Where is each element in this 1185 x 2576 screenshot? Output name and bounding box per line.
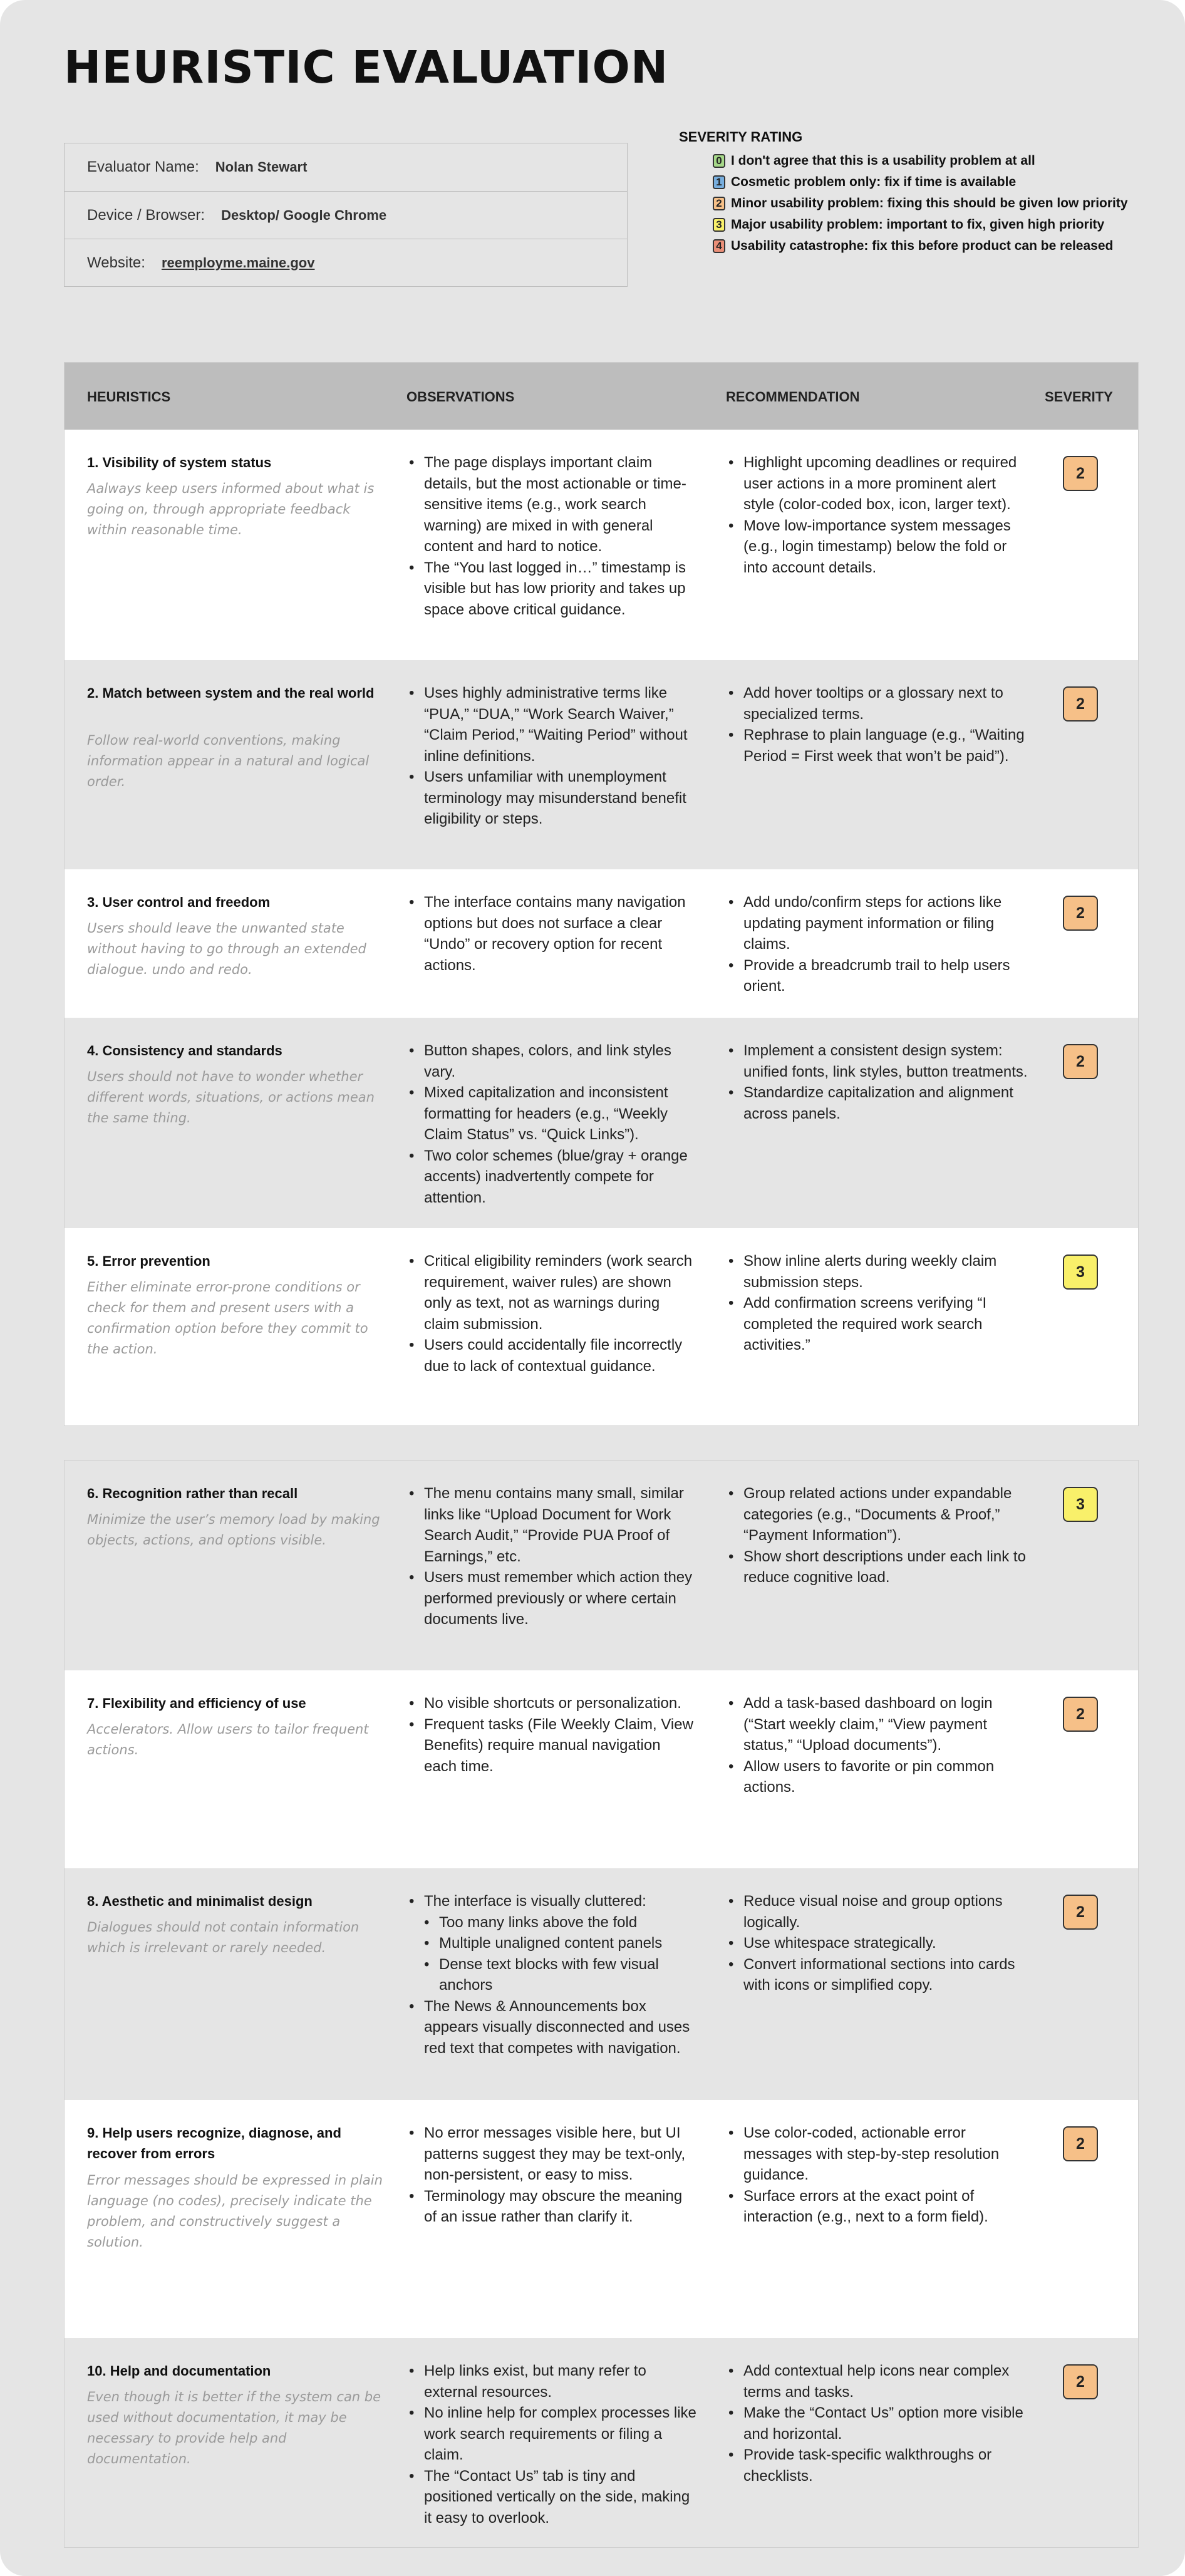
recommendation-item: • Standardize capitalization and alignment across panels. xyxy=(728,1082,1029,1124)
evaluation-table-panel-2 xyxy=(64,1460,1139,2548)
observation-item xyxy=(409,1891,697,1996)
recommendation-item: • Add undo/confirm steps for actions like updating payment information or filing claims. xyxy=(728,892,1029,955)
severity-key-item xyxy=(713,235,1155,257)
recommendation-item: • Rephrase to plain language (e.g., “Waiting Period = First week that won’t be paid”). xyxy=(728,725,1029,767)
evaluator-info-box xyxy=(64,143,628,287)
observation-item: • Critical eligibility reminders (work search requirement, waiver rules) are shown only as text, not as warnings during claim submission. xyxy=(409,1251,697,1335)
heuristic-description: Error messages should be expressed in plain language (no codes), precisely indicate the problem, and constructively suggest a solution. xyxy=(87,2173,383,2250)
severity-key-text: Minor usability problem: fixing this should be given low priority xyxy=(731,196,1128,210)
table-row xyxy=(65,1018,1138,1228)
heuristic-description: Accelerators. Allow users to tailor frequent actions. xyxy=(87,1722,369,1757)
table-row xyxy=(65,1868,1138,2100)
website-link[interactable]: reemployme.maine.gov xyxy=(161,254,315,271)
recommendations-list xyxy=(728,683,1029,767)
recommendation-item: • Show short descriptions under each link to reduce cognitive load. xyxy=(728,1546,1029,1588)
recommendation-item: • Provide a breadcrumb trail to help users orient. xyxy=(728,955,1029,997)
observation-item: • The “Contact Us” tab is tiny and positioned vertically on the side, making it easy to overlook. xyxy=(409,2466,697,2529)
observations-list xyxy=(409,1040,697,1208)
observation-item: • Mixed capitalization and inconsistent formatting for headers (e.g., “Weekly Claim Status” vs. “Quick Links”). xyxy=(409,1082,697,1146)
recommendation-item: • Implement a consistent design system: unified fonts, link styles, button treatments. xyxy=(728,1040,1029,1082)
heuristic-description: Dialogues should not contain information which is irrelevant or rarely needed. xyxy=(87,1920,360,1955)
severity-key-item xyxy=(713,150,1155,172)
observation-item: • No error messages visible here, but UI patterns suggest they may be text-only, non-persistent, or easy to miss. xyxy=(409,2123,697,2186)
severity-key-number: 2 xyxy=(713,197,725,210)
recommendation-item: • Move low-importance system messages (e.g., login timestamp) below the fold or into account details. xyxy=(728,515,1029,579)
recommendation-item: • Convert informational sections into cards with icons or simplified copy. xyxy=(728,1954,1029,1996)
severity-badge: 2 xyxy=(1063,896,1098,931)
recommendation-item: • Surface errors at the exact point of interaction (e.g., next to a form field). xyxy=(728,2186,1029,2228)
observation-item: • The interface contains many navigation options but does not surface a clear “Undo” or recovery option for recent actions. xyxy=(409,892,697,976)
table-row xyxy=(65,2100,1138,2338)
severity-key-text: Usability catastrophe: fix this before product can be released xyxy=(731,239,1114,253)
observations-list xyxy=(409,1483,697,1630)
observation-item: • Frequent tasks (File Weekly Claim, View Benefits) require manual navigation each time. xyxy=(409,1714,697,1777)
severity-badge: 2 xyxy=(1063,1044,1098,1079)
recommendation-item: • Allow users to favorite or pin common actions. xyxy=(728,1756,1029,1798)
observations-list xyxy=(409,683,697,830)
evaluator-value: Nolan Stewart xyxy=(215,159,308,175)
table-row xyxy=(65,869,1138,1018)
table-header xyxy=(65,363,1138,430)
severity-badge: 2 xyxy=(1063,2126,1098,2161)
table-row xyxy=(65,1228,1138,1426)
severity-key-text: Major usability problem: important to fix, given high priority xyxy=(731,217,1105,232)
observation-subitem: • Too many links above the fold xyxy=(424,1912,697,1933)
severity-key-item xyxy=(713,172,1155,193)
heuristic-description: Users should leave the unwanted state without having to go through an extended dialogue. undo and redo. xyxy=(87,921,366,977)
recommendation-item: • Group related actions under expandable categories (e.g., “Documents & Proof,” “Payment Information”). xyxy=(728,1483,1029,1546)
recommendations-list xyxy=(728,452,1029,578)
severity-key-title: SEVERITY RATING xyxy=(679,129,803,145)
observation-item: • The News & Announcements box appears visually disconnected and uses red text that competes with navigation. xyxy=(409,1996,697,2059)
observations-list xyxy=(409,892,697,976)
observations-list xyxy=(409,2361,697,2528)
recommendation-item: • Add a task-based dashboard on login (“Start weekly claim,” “View payment status,” “Upload documents”). xyxy=(728,1693,1029,1756)
severity-badge: 2 xyxy=(1063,2364,1098,2399)
recommendation-item: • Add contextual help icons near complex terms and tasks. xyxy=(728,2361,1029,2403)
observations-list xyxy=(409,452,697,620)
severity-key-item xyxy=(713,214,1155,235)
severity-key-item xyxy=(713,193,1155,214)
recommendations-list xyxy=(728,1693,1029,1798)
device-row xyxy=(65,191,627,239)
recommendations-list xyxy=(728,1891,1029,1996)
severity-badge: 2 xyxy=(1063,1697,1098,1732)
severity-badge: 2 xyxy=(1063,456,1098,491)
observation-item: • The menu contains many small, similar links like “Upload Document for Work Search Audit,” “Provide PUA Proof of Earnings,” etc. xyxy=(409,1483,697,1567)
observation-item: • No inline help for complex processes like work search requirements or filing a claim. xyxy=(409,2403,697,2466)
observation-item: • Users could accidentally file incorrectly due to lack of contextual guidance. xyxy=(409,1335,697,1377)
heuristic-title: 2. Match between system and the real world xyxy=(87,685,375,701)
recommendation-item: • Use whitespace strategically. xyxy=(728,1933,1029,1954)
observation-item: • No visible shortcuts or personalization. xyxy=(409,1693,697,1714)
evaluator-label: Evaluator Name: xyxy=(87,158,199,175)
evaluator-row xyxy=(65,143,627,191)
observation-text: The interface is visually cluttered: xyxy=(424,1893,646,1910)
observation-item: • Help links exist, but many refer to external resources. xyxy=(409,2361,697,2403)
recommendation-item: • Add hover tooltips or a glossary next to specialized terms. xyxy=(728,683,1029,725)
heuristic-title: 4. Consistency and standards xyxy=(87,1043,282,1058)
observation-sublist xyxy=(424,1912,697,1996)
recommendations-list xyxy=(728,892,1029,997)
severity-badge: 3 xyxy=(1063,1254,1098,1290)
column-header-heuristics: HEURISTICS xyxy=(87,389,171,405)
page-title: HEURISTIC EVALUATION xyxy=(64,41,669,93)
severity-key-number: 0 xyxy=(713,154,725,168)
observation-subitem: • Dense text blocks with few visual anchors xyxy=(424,1954,697,1996)
heuristic-title: 10. Help and documentation xyxy=(87,2363,271,2379)
heuristic-description: Aalways keep users informed about what is going on, through appropriate feedback within reasonable time. xyxy=(87,481,375,537)
observations-list xyxy=(409,1693,697,1777)
recommendations-list xyxy=(728,1040,1029,1124)
severity-badge: 3 xyxy=(1063,1487,1098,1522)
recommendations-list xyxy=(728,1251,1029,1356)
severity-key-text: Cosmetic problem only: fix if time is available xyxy=(731,175,1017,189)
column-header-recommendation: RECOMMENDATION xyxy=(726,389,860,405)
observation-item: • The page displays important claim details, but the most actionable or time-sensitive items (e.g., work search warning) are mixed in with general content and hard to notice. xyxy=(409,452,697,557)
heuristic-title: 5. Error prevention xyxy=(87,1253,210,1269)
severity-key-number: 1 xyxy=(713,175,725,189)
recommendation-item: • Make the “Contact Us” option more visible and horizontal. xyxy=(728,2403,1029,2444)
column-header-observations: OBSERVATIONS xyxy=(406,389,515,405)
severity-badge: 2 xyxy=(1063,686,1098,722)
evaluation-table-panel-1 xyxy=(64,362,1139,1426)
observation-item: • The “You last logged in…” timestamp is visible but has low priority and takes up space above critical guidance. xyxy=(409,557,697,621)
heuristic-title: 9. Help users recognize, diagnose, and recover from errors xyxy=(87,2125,341,2161)
heuristic-description: Users should not have to wonder whether different words, situations, or actions mean the same thing. xyxy=(87,1069,375,1125)
severity-key xyxy=(679,129,1155,257)
recommendations-list xyxy=(728,2361,1029,2486)
observation-item: • Uses highly administrative terms like “PUA,” “DUA,” “Work Search Waiver,” “Claim Period,” “Waiting Period” without inline definitions. xyxy=(409,683,697,767)
heuristic-description: Even though it is better if the system can be used without documentation, it may be necessary to provide help and documentation. xyxy=(87,2389,381,2466)
heuristic-title: 8. Aesthetic and minimalist design xyxy=(87,1893,313,1909)
recommendations-list xyxy=(728,1483,1029,1588)
device-value: Desktop/ Google Chrome xyxy=(221,207,387,223)
heuristic-description: Follow real-world conventions, making information appear in a natural and logical order. xyxy=(87,733,370,789)
observation-item: • Terminology may obscure the meaning of an issue rather than clarify it. xyxy=(409,2186,697,2228)
website-row xyxy=(65,239,627,286)
recommendation-item: • Reduce visual noise and group options logically. xyxy=(728,1891,1029,1933)
table-row xyxy=(65,1461,1138,1670)
severity-key-number: 4 xyxy=(713,239,725,253)
observations-list xyxy=(409,1891,697,2059)
website-label: Website: xyxy=(87,254,145,271)
heuristic-title: 1. Visibility of system status xyxy=(87,455,272,470)
heuristic-title: 7. Flexibility and efficiency of use xyxy=(87,1695,306,1711)
heuristic-title: 3. User control and freedom xyxy=(87,894,271,910)
severity-badge: 2 xyxy=(1063,1895,1098,1930)
recommendation-item: • Provide task-specific walkthroughs or checklists. xyxy=(728,2444,1029,2486)
heuristic-title: 6. Recognition rather than recall xyxy=(87,1486,298,1501)
observation-item: • Two color schemes (blue/gray + orange accents) inadvertently compete for attention. xyxy=(409,1146,697,1209)
severity-key-text: I don't agree that this is a usability problem at all xyxy=(731,153,1035,168)
recommendation-item: • Highlight upcoming deadlines or required user actions in a more prominent alert style (color-coded box, icon, larger text). xyxy=(728,452,1029,515)
heuristic-description: Minimize the user’s memory load by making objects, actions, and options visible. xyxy=(87,1512,380,1548)
recommendations-list xyxy=(728,2123,1029,2228)
observation-item: • Users must remember which action they performed previously or where certain documents live. xyxy=(409,1567,697,1630)
observation-subitem: • Multiple unaligned content panels xyxy=(424,1933,697,1954)
observation-item: • Users unfamiliar with unemployment terminology may misunderstand benefit eligibility or steps. xyxy=(409,767,697,830)
table-row xyxy=(65,2338,1138,2547)
observations-list xyxy=(409,2123,697,2228)
device-label: Device / Browser: xyxy=(87,206,205,224)
heuristic-description: Either eliminate error-prone conditions or check for them and present users with a confirmation option before they commit to the action. xyxy=(87,1280,368,1357)
observation-item: • Button shapes, colors, and link styles vary. xyxy=(409,1040,697,1082)
recommendation-item: • Show inline alerts during weekly claim submission steps. xyxy=(728,1251,1029,1293)
table-row xyxy=(65,1670,1138,1868)
recommendation-item: • Use color-coded, actionable error messages with step-by-step resolution guidance. xyxy=(728,2123,1029,2186)
table-row xyxy=(65,660,1138,869)
recommendation-item: • Add confirmation screens verifying “I completed the required work search activities.” xyxy=(728,1293,1029,1356)
severity-key-number: 3 xyxy=(713,218,725,232)
table-row xyxy=(65,430,1138,660)
observations-list xyxy=(409,1251,697,1377)
column-header-severity: SEVERITY xyxy=(1045,389,1113,405)
